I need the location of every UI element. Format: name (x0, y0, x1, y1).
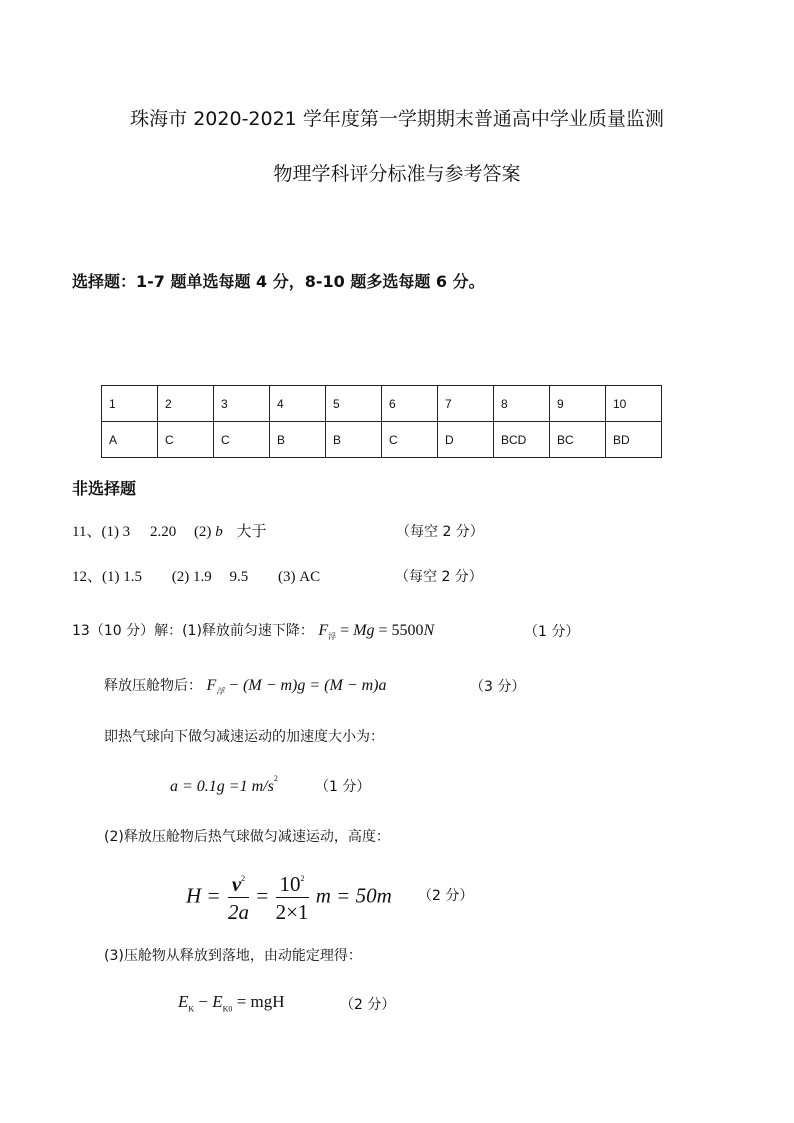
eq4-den1: 2a (228, 900, 249, 924)
q13-line2-label: 释放压舱物后： (104, 678, 202, 694)
eq2-F: F (206, 677, 217, 694)
q11-b: b (215, 524, 223, 540)
eq1-rest2: = 5500 (374, 622, 424, 639)
q13-score3: （1 分） (315, 779, 371, 795)
eq4-frac2 (276, 866, 309, 926)
q13-score1: （1 分） (524, 624, 580, 640)
table-cell: 3 (214, 386, 270, 422)
answer-table (101, 385, 662, 458)
eq2-body: − (M − m)g = (M − m)a (224, 677, 387, 694)
table-cell: D (438, 422, 494, 458)
q12-score: （每空 2 分） (395, 569, 483, 585)
table-cell: 5 (326, 386, 382, 422)
table-cell: 9 (550, 386, 606, 422)
table-cell: BC (550, 422, 606, 458)
choice-section-heading: 选择题：1-7 题单选每题 4 分，8-10 题多选每题 6 分。 (72, 272, 485, 291)
eq4-den2: 2×1 (275, 900, 309, 924)
table-cell: 1 (102, 386, 158, 422)
q13-score4: （2 分） (418, 888, 474, 904)
table-cell: 10 (606, 386, 662, 422)
q13-intro: 13（10 分）解：(1)释放前匀速下降： (72, 623, 314, 639)
eq5-E2: E (212, 992, 223, 1011)
table-cell: C (158, 422, 214, 458)
eq4-num1: v (231, 872, 242, 896)
q13-eq5 (178, 992, 285, 1013)
eq4-frac1 (228, 866, 249, 926)
table-cell: BCD (494, 422, 550, 458)
q13-eq1 (318, 622, 435, 642)
eq5-sub2: K0 (222, 1004, 233, 1014)
q11-part2: (2) (193, 524, 216, 540)
eq4-sup2: 2 (300, 874, 305, 883)
eq3-text: a = 0.1g =1 m/s (170, 778, 274, 795)
table-cell: B (270, 422, 326, 458)
eq5-rest: = mgH (232, 992, 285, 1011)
eq5-sub1: K (188, 1004, 195, 1014)
table-cell: 7 (438, 386, 494, 422)
eq2-sub: 浮 (216, 687, 225, 697)
q13-line5: (3)压舱物从释放到落地，由动能定理得： (104, 948, 362, 964)
document-subtitle: 物理学科评分标准与参考答案 (273, 163, 521, 185)
eq1-Mg: Mg (353, 622, 375, 639)
q13-score5: （2 分） (340, 997, 396, 1013)
q11-line (72, 520, 266, 541)
q13-eq4 (186, 866, 392, 926)
eq1-F: F (318, 622, 329, 639)
table-cell: B (326, 422, 382, 458)
q13-line2 (104, 675, 387, 697)
q12-prefix: 12、(1) 1.5 (72, 569, 142, 585)
q11-value: 2.20 (149, 524, 177, 540)
table-cell: BD (606, 422, 662, 458)
table-cell: 2 (158, 386, 214, 422)
q13-eq3 (170, 774, 278, 796)
q12-part2: (2) 1.9 (171, 569, 212, 585)
nonchoice-heading: 非选择题 (72, 479, 137, 498)
eq1-rest1: = (336, 622, 354, 639)
eq1-sub: 浮 (328, 632, 337, 642)
q13-line4: (2)释放压舱物后热气球做匀减速运动，高度： (104, 829, 390, 845)
eq4-H: H = (186, 883, 221, 908)
table-cell: C (214, 422, 270, 458)
answer-table-answer-row (102, 422, 662, 458)
table-cell: 4 (270, 386, 326, 422)
q11-word: 大于 (236, 522, 267, 540)
answer-table-number-row (102, 386, 662, 422)
document-title: 珠海市 2020-2021 学年度第一学期期末普通高中学业质量监测 (130, 108, 664, 130)
table-cell: C (382, 422, 438, 458)
eq4-tail: m = 50m (315, 883, 392, 908)
table-cell: 8 (494, 386, 550, 422)
eq3-sup: 2 (273, 774, 278, 783)
table-cell: 6 (382, 386, 438, 422)
q11-score: （每空 2 分） (396, 524, 484, 540)
q13-line3: 即热气球向下做匀减速运动的加速度大小为： (104, 729, 384, 745)
q13-score2: （3 分） (470, 679, 526, 695)
eq4-sup1: 2 (241, 874, 246, 883)
q12-part3: (3) AC (278, 569, 321, 585)
q12-line (72, 565, 320, 586)
eq5-minus: − (194, 992, 213, 1011)
table-cell: A (102, 422, 158, 458)
eq1-N: N (423, 622, 435, 639)
q11-prefix: 11、(1) 3 (72, 524, 131, 540)
q12-value: 9.5 (229, 569, 249, 585)
q13-line1 (72, 620, 434, 642)
q13-eq2 (206, 677, 387, 697)
eq4-equals: = (256, 883, 269, 908)
eq4-num2: 10 (279, 872, 301, 896)
eq5-E1: E (178, 992, 189, 1011)
